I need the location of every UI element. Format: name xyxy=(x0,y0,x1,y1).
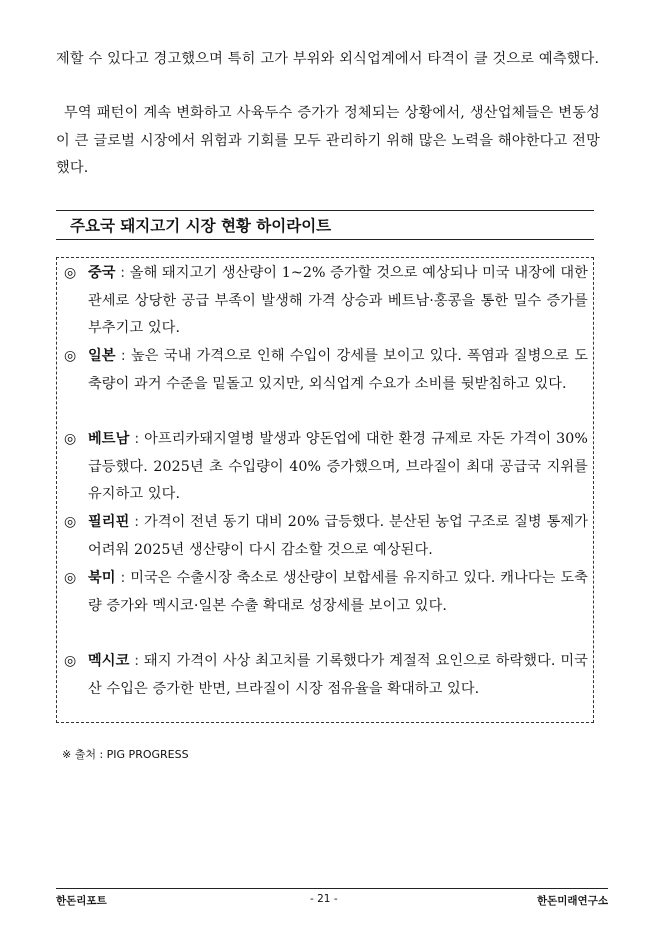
country-name: 필리핀 xyxy=(88,514,130,530)
footer-report-name: 한돈리포트 xyxy=(56,895,107,907)
highlights-box xyxy=(56,257,594,723)
separator: : xyxy=(115,570,131,586)
separator: : xyxy=(129,653,145,669)
separator: : xyxy=(129,431,145,447)
highlight-item-philippines xyxy=(64,509,588,564)
country-name: 중국 xyxy=(88,265,116,281)
bullet-marker-icon: ◎ xyxy=(64,348,77,364)
bullet-marker-icon: ◎ xyxy=(64,653,77,669)
highlight-item-china xyxy=(64,260,588,343)
highlight-text: 올해 돼지고기 생산량이 1~2% 증가할 것으로 예상되나 미국 내장에 대한 관세로 상당한 공급 부족이 발생해 가격 상승과 베트남·홍콩을 통한 밀수 증가를 부추기고 있다. xyxy=(88,265,588,336)
highlight-text: 높은 국내 가격으로 인해 수입이 강세를 보이고 있다. 폭염과 질병으로 도축량이 과거 수준을 밑돌고 있지만, 외식업계 수요가 소비를 뒷받침하고 있다. xyxy=(88,348,588,392)
bullet-marker-icon: ◎ xyxy=(64,514,77,530)
separator: : xyxy=(115,348,131,364)
footer-divider xyxy=(56,888,608,889)
body-paragraph-2: 무역 패턴이 계속 변화하고 사육두수 증가가 정체되는 상황에서, 생산업체들은 변동성이 큰 글로벌 시장에서 위험과 기회를 모두 관리하기 위해 많은 노력을 해야한다고 전망했다. xyxy=(56,105,600,176)
source-note: ※ 출처 : PIG PROGRESS xyxy=(62,748,189,761)
highlight-item-mexico xyxy=(64,648,588,703)
country-name: 멕시코 xyxy=(88,653,130,669)
separator: : xyxy=(129,514,145,530)
highlight-item-japan xyxy=(64,343,588,398)
highlight-text: 미국은 수출시장 축소로 생산량이 보합세를 유지하고 있다. 캐나다는 도축량 증가와 멕시코·일본 수출 확대로 성장세를 보이고 있다. xyxy=(88,570,588,614)
country-name: 베트남 xyxy=(88,431,130,447)
highlight-text: 돼지 가격이 사상 최고치를 기록했다가 계절적 요인으로 하락했다. 미국산 수입은 증가한 반면, 브라질이 시장 점유율을 확대하고 있다. xyxy=(88,653,588,697)
separator: : xyxy=(115,265,130,281)
section-heading xyxy=(56,210,594,240)
highlight-item-vietnam xyxy=(64,426,588,509)
page-number: - 21 - xyxy=(310,893,338,905)
body-paragraph-1: 제할 수 있다고 경고했으며 특히 고가 부위와 외식업계에서 타격이 클 것으로 예측했다. xyxy=(56,51,600,67)
highlight-text: 가격이 전년 동기 대비 20% 급등했다. 분산된 농업 구조로 질병 통제가 어려워 2025년 생산량이 다시 감소할 것으로 예상된다. xyxy=(88,514,588,558)
bullet-marker-icon: ◎ xyxy=(64,265,77,281)
section-title: 주요국 돼지고기 시장 현황 하이라이트 xyxy=(70,217,332,235)
footer-publisher: 한돈미래연구소 xyxy=(536,895,608,907)
highlight-text: 아프리카돼지열병 발생과 양돈업에 대한 환경 규제로 자돈 가격이 30% 급등했다. 2025년 초 수입량이 40% 증가했으며, 브라질이 최대 공급국 지위를 유지하고 있다. xyxy=(88,431,588,502)
country-name: 일본 xyxy=(88,348,116,364)
country-name: 북미 xyxy=(88,570,116,586)
highlight-item-north-america xyxy=(64,565,588,620)
bullet-marker-icon: ◎ xyxy=(64,431,77,447)
bullet-marker-icon: ◎ xyxy=(64,570,77,586)
